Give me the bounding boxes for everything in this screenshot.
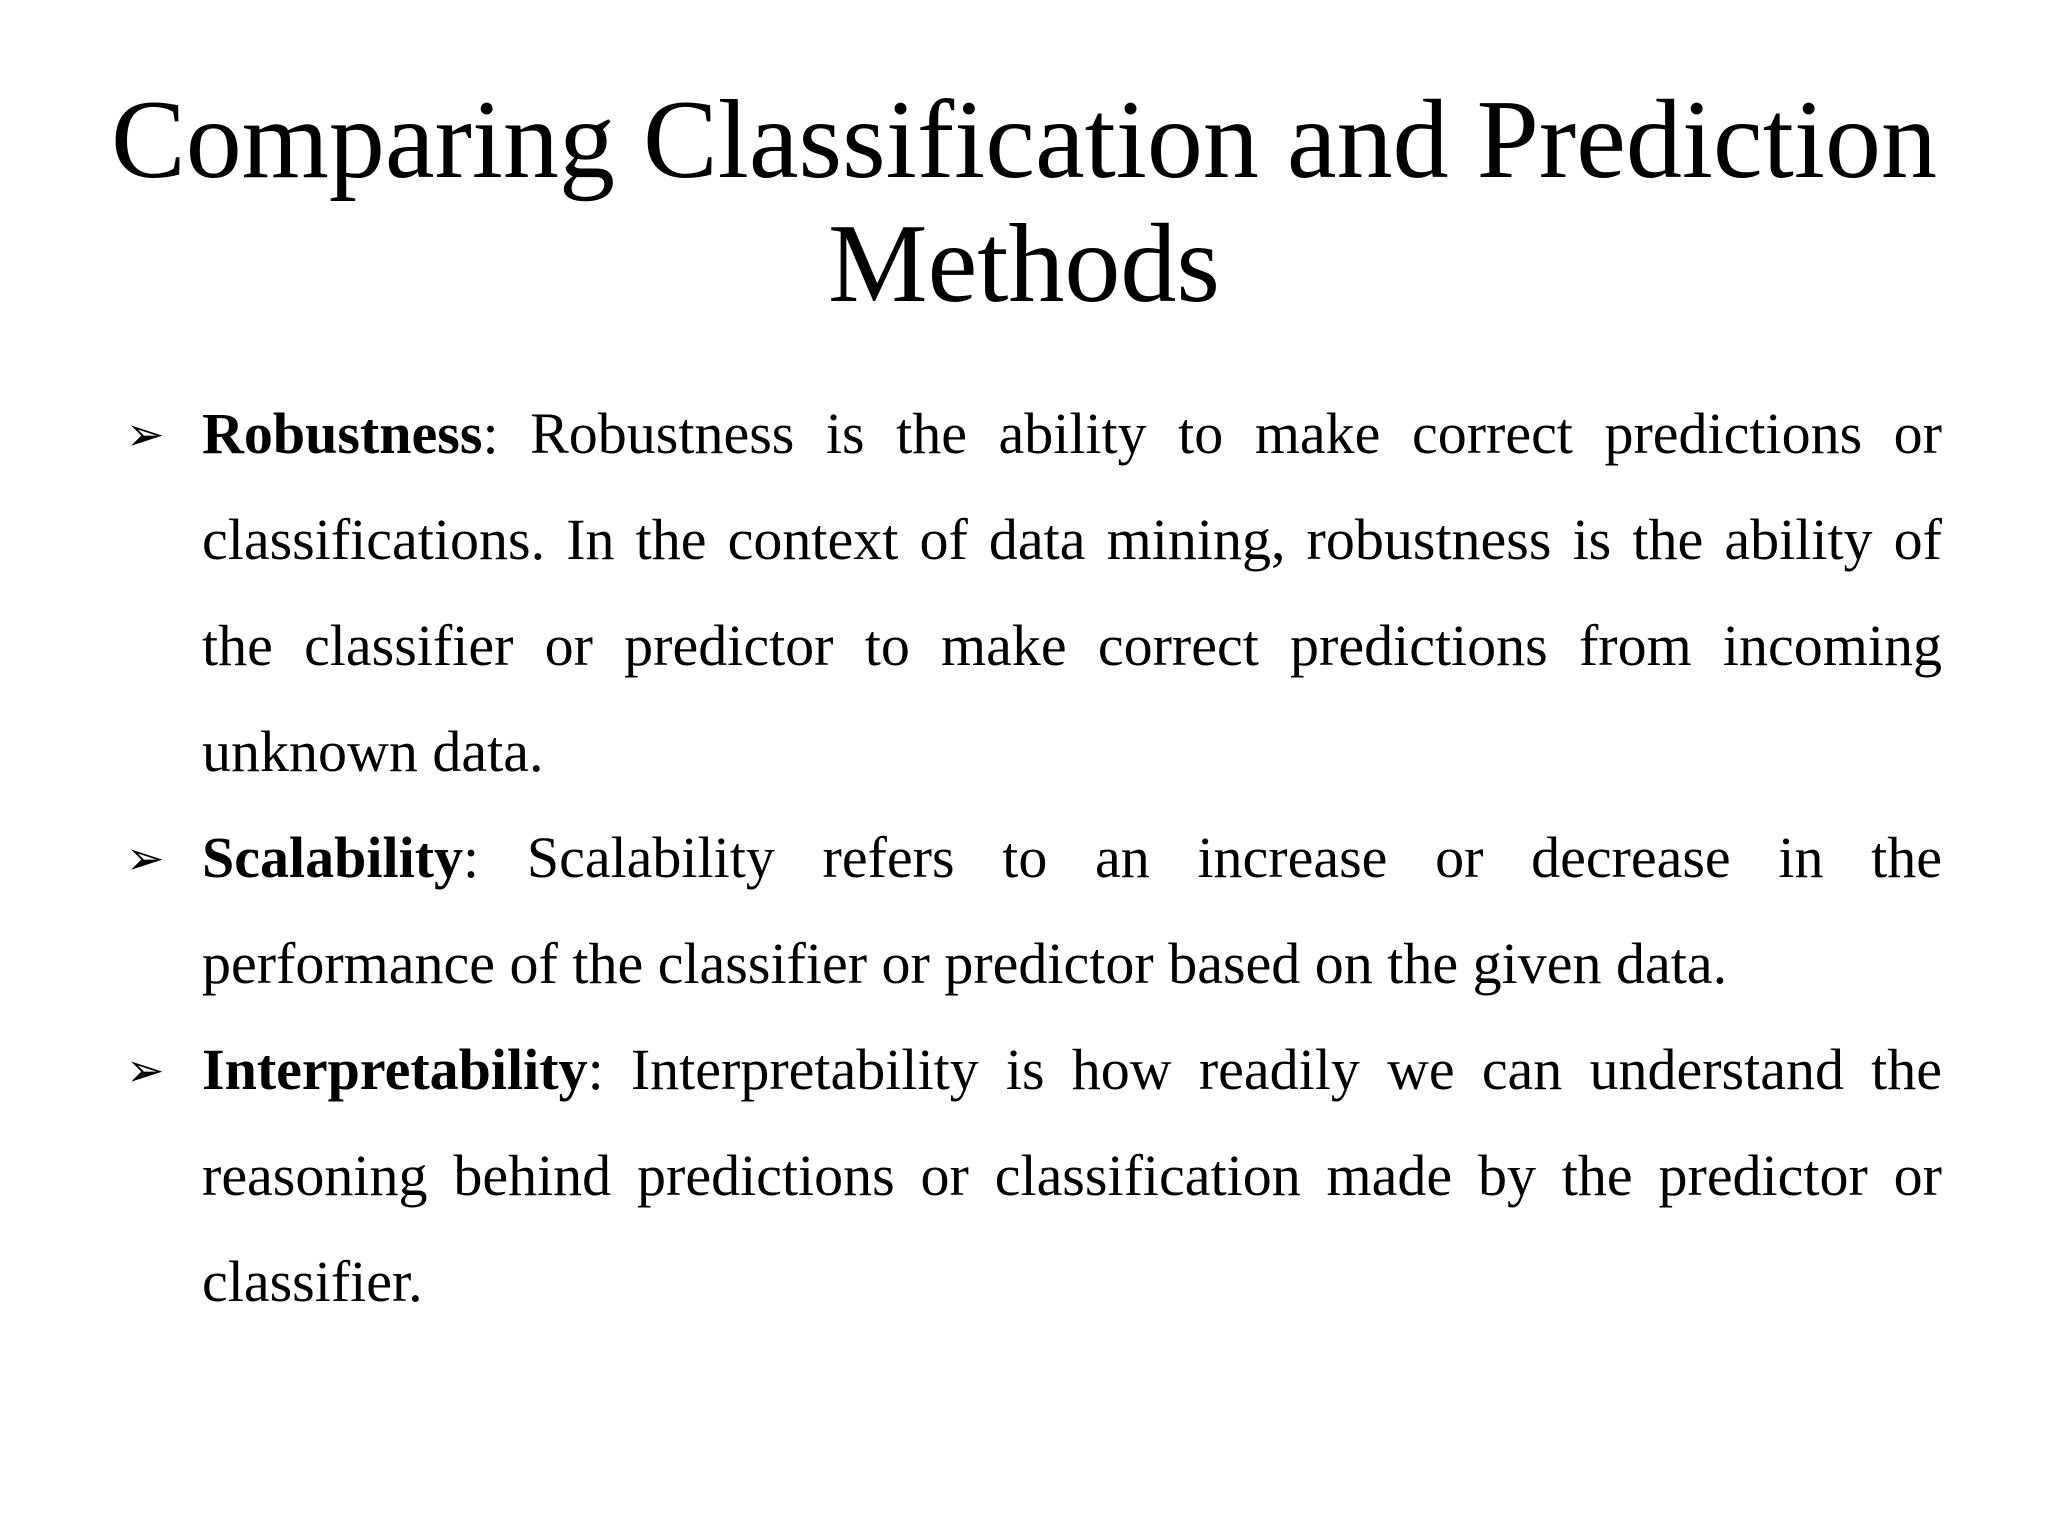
bullet-item-robustness (126, 381, 1942, 805)
bullet-term: Scalability (202, 825, 464, 890)
bullet-term: Interpretability (202, 1037, 588, 1102)
bullet-separator: : (482, 401, 499, 466)
bullet-term: Robustness (202, 401, 483, 466)
arrowhead-bullet-icon: ➢ (126, 1043, 165, 1097)
bullet-text: Interpretability is how readily we can understand the reasoning behind predictions or classification made by the predictor or classifier. (202, 1037, 1942, 1314)
arrowhead-bullet-icon: ➢ (126, 831, 165, 885)
bullet-separator: : (463, 825, 480, 890)
slide-title: Comparing Classification and Prediction Methods (111, 78, 1937, 326)
bullet-item-scalability (126, 805, 1942, 1017)
arrowhead-bullet-icon: ➢ (126, 407, 165, 461)
bullet-separator: : (587, 1037, 604, 1102)
bullet-text: Scalability refers to an increase or decrease in the performance of the classifier or predictor based on the given data. (202, 825, 1942, 996)
bullet-item-interpretability (126, 1017, 1942, 1335)
bullet-text: Robustness is the ability to make correct predictions or classifications. In the context of data mining, robustness is the ability of the classifier or predictor to make correct predictions from incoming unknown data. (202, 401, 1942, 784)
bullet-list (126, 381, 1942, 1335)
